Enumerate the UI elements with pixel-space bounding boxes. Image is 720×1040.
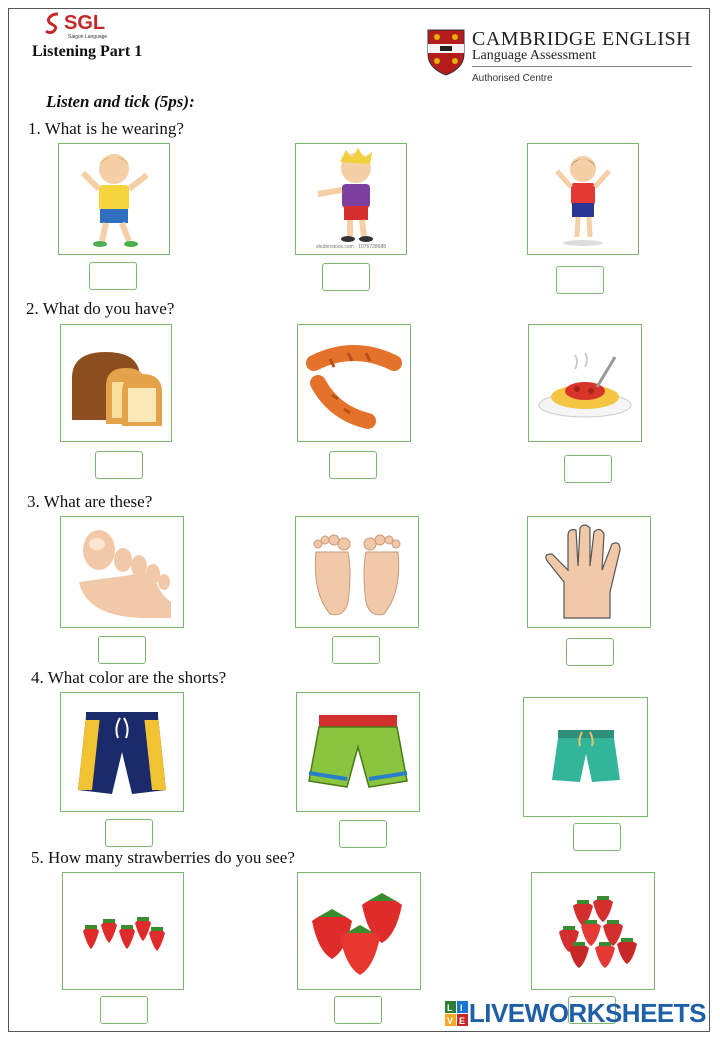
svg-text:V: V bbox=[446, 1015, 453, 1026]
question-3-text: 3. What are these? bbox=[27, 492, 153, 511]
feet-drawing bbox=[302, 522, 412, 622]
toes-image[interactable] bbox=[60, 516, 184, 628]
instruction: Listen and tick (5ps): bbox=[46, 92, 195, 111]
answer-box-3c[interactable] bbox=[566, 638, 614, 666]
sausages-drawing bbox=[304, 333, 404, 433]
svg-text:I: I bbox=[459, 1002, 463, 1013]
three-strawberries-image[interactable] bbox=[297, 872, 421, 990]
spaghetti-drawing bbox=[535, 343, 635, 423]
liveworksheets-brand: LIVEWORKSHEETS bbox=[468, 998, 706, 1028]
answer-box-5b[interactable] bbox=[334, 996, 382, 1024]
five-strawberries-drawing bbox=[73, 901, 173, 961]
svg-text:L: L bbox=[446, 1002, 453, 1013]
green-shorts-image[interactable] bbox=[296, 692, 420, 812]
answer-box-4a[interactable] bbox=[105, 819, 153, 847]
page-title: Listening Part 1 bbox=[32, 43, 143, 60]
bread-image[interactable] bbox=[60, 324, 172, 442]
many-strawberries-image[interactable] bbox=[531, 872, 655, 990]
boy-purple-shirt-image[interactable] bbox=[295, 143, 407, 255]
question-5-text: 5. How many strawberries do you see? bbox=[31, 848, 295, 867]
sgl-swirl-icon bbox=[44, 12, 64, 34]
boy-red-shirt-image[interactable] bbox=[527, 143, 639, 255]
sgl-brand: SGL bbox=[64, 12, 106, 34]
sgl-brand-sub: Saigon Language bbox=[68, 34, 108, 40]
hand-drawing bbox=[534, 522, 644, 622]
svg-text:E: E bbox=[458, 1015, 465, 1026]
cambridge-divider bbox=[472, 66, 692, 67]
boy-yellow-shirt-drawing bbox=[69, 147, 159, 251]
answer-box-2b[interactable] bbox=[329, 451, 377, 479]
green-shorts-drawing bbox=[303, 707, 413, 797]
boy-yellow-shirt-image[interactable] bbox=[58, 143, 170, 255]
answer-box-4b[interactable] bbox=[339, 820, 387, 848]
answer-box-3b[interactable] bbox=[332, 636, 380, 664]
answer-box-4c[interactable] bbox=[573, 823, 621, 851]
sausages-image[interactable] bbox=[297, 324, 411, 442]
boy-red-shirt-drawing bbox=[543, 149, 623, 249]
answer-box-1c[interactable] bbox=[556, 266, 604, 294]
three-strawberries-drawing bbox=[304, 881, 414, 981]
answer-box-3a[interactable] bbox=[98, 636, 146, 664]
question-4-text: 4. What color are the shorts? bbox=[31, 668, 227, 687]
blue-shorts-image[interactable] bbox=[60, 692, 184, 812]
answer-box-2c[interactable] bbox=[564, 455, 612, 483]
image-caption: shutterstock.com · 1076728688 bbox=[315, 244, 387, 250]
spaghetti-image[interactable] bbox=[528, 324, 642, 442]
liveworksheets-logo bbox=[445, 998, 706, 1029]
liveworksheets-letters-icon bbox=[445, 1001, 469, 1027]
question-1-text: 1. What is he wearing? bbox=[28, 119, 184, 138]
answer-box-1a[interactable] bbox=[89, 262, 137, 290]
answer-box-2a[interactable] bbox=[95, 451, 143, 479]
answer-box-1b[interactable] bbox=[322, 263, 370, 291]
feet-image[interactable] bbox=[295, 516, 419, 628]
teal-shorts-image[interactable] bbox=[523, 697, 648, 817]
boy-purple-shirt-drawing bbox=[306, 148, 396, 244]
blue-shorts-drawing bbox=[72, 702, 172, 802]
five-strawberries-image[interactable] bbox=[62, 872, 184, 990]
answer-box-5a[interactable] bbox=[100, 996, 148, 1024]
sgl-logo bbox=[44, 12, 108, 40]
teal-shorts-drawing bbox=[546, 722, 626, 792]
cambridge-logo bbox=[426, 28, 692, 84]
bread-drawing bbox=[66, 338, 166, 428]
cambridge-authorised: Authorised Centre bbox=[472, 73, 553, 84]
cambridge-shield-icon bbox=[426, 28, 466, 76]
cambridge-subtitle: Language Assessment bbox=[472, 48, 597, 63]
hand-image[interactable] bbox=[527, 516, 651, 628]
many-strawberries-drawing bbox=[543, 886, 643, 976]
toes-drawing bbox=[67, 522, 177, 622]
cambridge-title: CAMBRIDGE ENGLISH bbox=[472, 28, 692, 50]
question-2-text: 2. What do you have? bbox=[26, 299, 175, 318]
